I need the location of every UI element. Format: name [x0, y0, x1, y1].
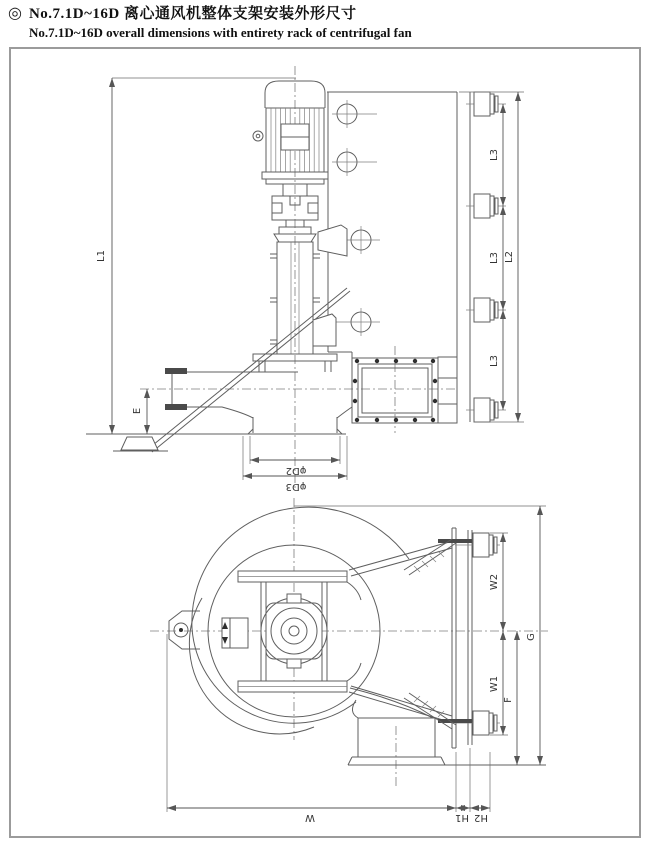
dim-L3-label: L3: [489, 355, 500, 367]
angle-braces: [404, 539, 456, 729]
side-panel: [313, 92, 457, 358]
ext-line: [490, 533, 508, 735]
flange-inner: [362, 368, 428, 413]
rack-foot: [466, 298, 506, 322]
dim-D2-label: φD2: [285, 465, 307, 476]
clamp-bar: [438, 539, 472, 543]
duct-flange-bar: [165, 404, 187, 410]
collar-lines: [248, 407, 352, 434]
bearing-housing: [261, 594, 327, 668]
bullseye-icon: ◎: [8, 5, 22, 22]
lower-bracket: [313, 314, 336, 346]
dim-L3-label: L3: [489, 149, 500, 161]
rotation-marker: [222, 618, 248, 648]
diagonal-brace: [113, 288, 350, 452]
housing-body: [266, 603, 322, 659]
rack-foot: [455, 533, 500, 557]
inlet-flange: [352, 357, 457, 423]
frame-corner-curves: [347, 582, 361, 681]
marker-box: [222, 618, 248, 648]
rack-foot: [466, 92, 506, 116]
outlet-duct: [165, 368, 298, 418]
title-chinese: No.7.1D~16D 离心通风机整体支架安装外形尺寸: [28, 6, 357, 22]
dim-W-label: W: [305, 812, 315, 823]
rack-foot: [466, 398, 506, 422]
dim-L1-label: L1: [96, 250, 107, 262]
panel-outline: [327, 92, 457, 358]
clamp-bar: [438, 719, 472, 723]
outlet-body: [358, 718, 435, 757]
rack-plates: [452, 528, 472, 748]
lifting-lug: [169, 611, 200, 649]
dim-H2-label: H2: [474, 812, 488, 823]
eyebolt: [253, 131, 263, 141]
lug-hole-center: [179, 628, 183, 632]
housing-tab: [287, 594, 301, 603]
flange-step: [438, 404, 457, 423]
dim-W2-label: W2: [489, 573, 500, 591]
inlet-collar: [248, 407, 352, 434]
side-dimensions: [96, 78, 524, 492]
dim-L2-label: L2: [504, 251, 515, 263]
dim-W1-label: W1: [489, 675, 500, 693]
upper-bracket: [318, 225, 347, 256]
flange-step: [438, 357, 457, 378]
duct-flange-bar: [165, 368, 187, 374]
rack-foot: [466, 194, 506, 218]
rack-column: [457, 92, 470, 422]
title-english: No.7.1D~16D overall dimensions with entirety rack of centrifugal fan: [28, 25, 412, 40]
dim-H1-label: H1: [455, 812, 469, 823]
cone-edges: [349, 541, 453, 723]
outlet-box: [348, 718, 445, 765]
housing-tab: [287, 659, 301, 668]
dim-E-label: E: [132, 407, 143, 415]
motor: [253, 81, 328, 184]
dim-F-label: F: [503, 697, 514, 703]
side-view: [86, 66, 524, 492]
dim-D3-label: φD3: [285, 481, 307, 492]
dim-G-label: G: [526, 633, 537, 641]
plan-view: [150, 498, 548, 823]
brace-foot-pad: [121, 437, 158, 450]
brace-top: [404, 539, 456, 575]
outlet-flange: [348, 757, 445, 765]
inlet-cone: [349, 541, 453, 723]
dim-L3-label: L3: [489, 252, 500, 264]
